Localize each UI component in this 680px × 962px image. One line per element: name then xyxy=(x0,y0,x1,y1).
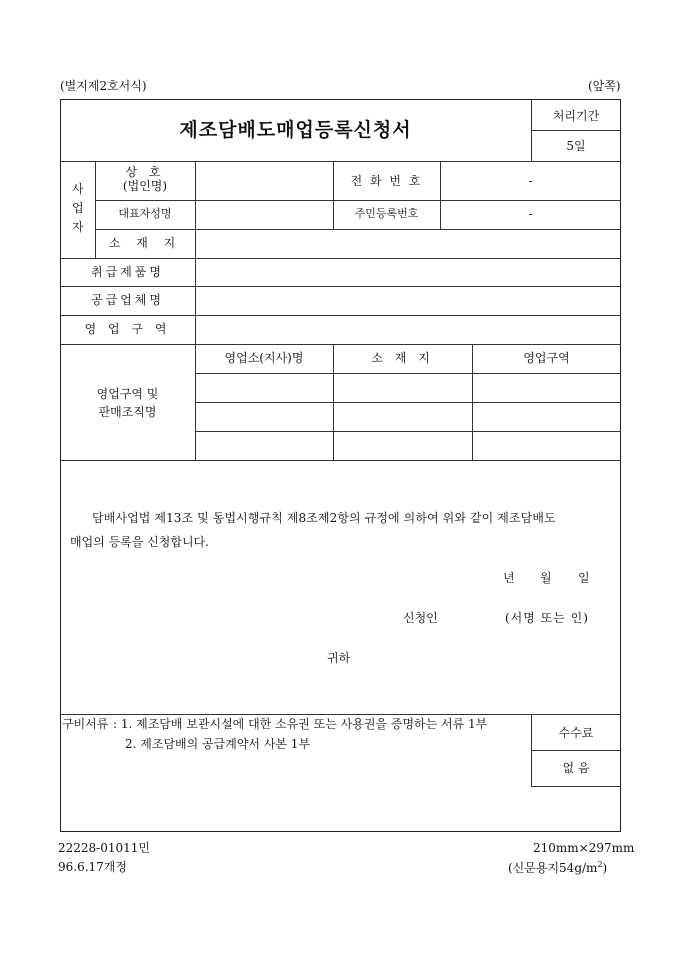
addressee-label: 귀하 xyxy=(327,651,351,665)
divider xyxy=(531,130,621,131)
form-title: 제조담배도매업등록신청서 xyxy=(179,119,412,141)
statement-line2: 매업의 등록을 신청합니다. xyxy=(70,535,209,549)
processing-period-label: 처리기간 xyxy=(552,109,600,123)
org-col-address: 소 재 지 xyxy=(371,351,434,365)
signature-label: (서명 또는 인) xyxy=(505,611,589,625)
date-year-label: 년 xyxy=(503,571,515,585)
applicant-sign-label: 신청인 xyxy=(403,611,438,625)
phone-label: 전 화 번 호 xyxy=(350,174,423,188)
divider xyxy=(195,373,621,374)
applicant-group-label: 자 xyxy=(72,220,84,234)
divider xyxy=(95,200,621,201)
org-col-area: 영업구역 xyxy=(523,351,570,365)
divider xyxy=(60,161,621,162)
divider xyxy=(195,431,621,432)
divider xyxy=(60,286,621,287)
paper-type-sup: 2 xyxy=(597,860,603,869)
documents-label: 구비서류 xyxy=(62,717,109,731)
applicant-group-label: 업 xyxy=(72,201,84,215)
supplier-label: 공급업체명 xyxy=(91,293,164,307)
divider xyxy=(531,714,532,786)
representative-label: 대표자성명 xyxy=(118,207,172,220)
resident-no-label: 주민등록번호 xyxy=(354,207,419,220)
phone-value: - xyxy=(528,174,533,188)
divider xyxy=(60,315,621,316)
date-month-label: 월 xyxy=(540,571,552,585)
documents-item1: : 1. 제조담배 보관시설에 대한 소유권 또는 사용권을 증명하는 서류 1부 xyxy=(113,717,488,731)
paper-type xyxy=(508,861,607,874)
divider xyxy=(60,714,621,715)
date-day-label: 일 xyxy=(578,571,590,585)
fee-label: 수수료 xyxy=(558,726,594,740)
processing-period-value: 5일 xyxy=(566,139,586,153)
org-label-line2: 판매조직명 xyxy=(98,405,157,419)
paper-type-text: (신문용지54g/m xyxy=(508,861,598,875)
divider xyxy=(60,344,621,345)
side-label: (앞쪽) xyxy=(588,79,621,93)
form-number: (별지제2호서식) xyxy=(60,79,147,93)
divider xyxy=(60,258,621,259)
resident-no-value: - xyxy=(528,207,533,221)
address-label: 소 재 지 xyxy=(108,236,182,250)
applicant-group-label: 사 xyxy=(72,182,84,196)
documents-item2: 2. 제조담배의 공급계약서 사본 1부 xyxy=(125,737,311,751)
divider xyxy=(531,750,621,751)
org-col-office: 영업소(지사)명 xyxy=(224,351,304,365)
fee-value: 없 음 xyxy=(562,761,590,775)
divider xyxy=(95,229,621,230)
trade-name-label: 상 호 xyxy=(125,165,165,179)
products-label: 취급제품명 xyxy=(91,265,164,279)
divider xyxy=(531,786,621,787)
paper-type-end: ) xyxy=(602,861,608,875)
statement-line1: 담배사업법 제13조 및 동법시행규칙 제8조제2항의 규정에 의하여 위와 같이 제조담배도 xyxy=(92,511,556,525)
revision-date: 96.6.17개정 xyxy=(58,860,127,874)
divider xyxy=(195,161,196,460)
divider xyxy=(60,460,621,461)
business-area-label: 영 업 구 역 xyxy=(84,322,171,336)
form-code: 22228-01011민 xyxy=(58,841,150,855)
corp-name-label: (법인명) xyxy=(122,179,168,193)
paper-size: 210mm×297mm xyxy=(533,841,635,855)
divider xyxy=(195,402,621,403)
org-label-line1: 영업구역 및 xyxy=(96,387,159,401)
